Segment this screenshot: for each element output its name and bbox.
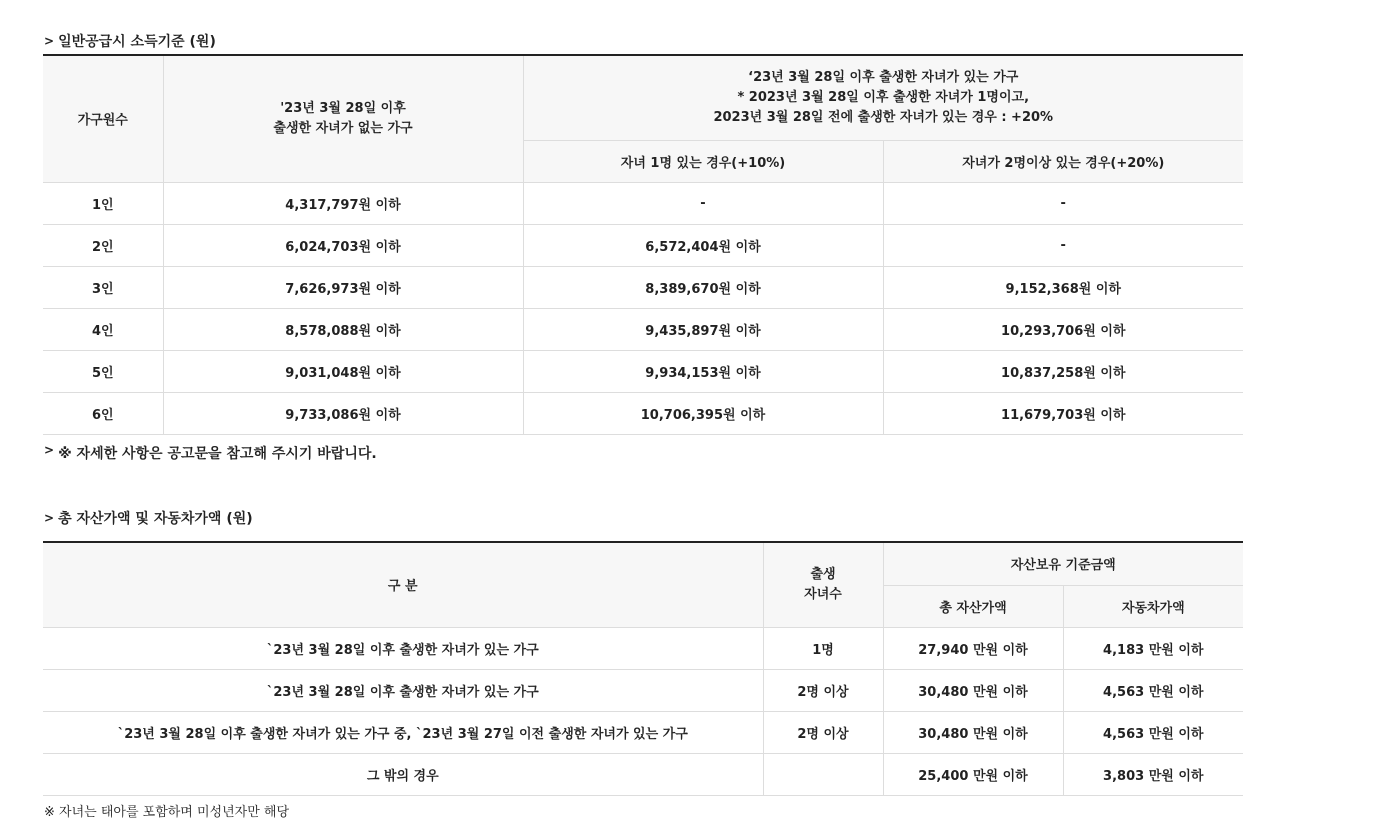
chevron-right-icon: >	[44, 511, 55, 525]
one-child-income-cell: 8,389,670원 이하	[523, 266, 883, 308]
household-size-header: 가구원수	[43, 55, 163, 182]
table-row	[43, 350, 1243, 392]
car-value-cell: 4,183 만원 이하	[1063, 627, 1243, 669]
car-value-header: 자동차가액	[1063, 585, 1243, 627]
category-header: 구 분	[43, 542, 763, 627]
assets-section-title	[44, 508, 253, 528]
two-plus-income-cell: 9,152,368원 이하	[883, 266, 1243, 308]
chevron-right-icon: >	[44, 443, 55, 457]
two-plus-header: 자녀가 2명이상 있는 경우(+20%)	[883, 140, 1243, 182]
car-value-cell: 4,563 만원 이하	[1063, 711, 1243, 753]
one-child-income-cell: -	[523, 182, 883, 224]
household-size-cell: 4인	[43, 308, 163, 350]
no-child-income-cell: 6,024,703원 이하	[163, 224, 523, 266]
table-row	[43, 627, 1243, 669]
children-count-cell: 2명 이상	[763, 669, 883, 711]
household-size-cell: 3인	[43, 266, 163, 308]
two-plus-income-cell: 10,293,706원 이하	[883, 308, 1243, 350]
table-row	[43, 392, 1243, 434]
total-assets-cell: 25,400 만원 이하	[883, 753, 1063, 795]
children-count-header: 출생 자녀수	[763, 542, 883, 627]
household-size-cell: 6인	[43, 392, 163, 434]
income-section-title	[44, 31, 216, 51]
household-size-cell: 5인	[43, 350, 163, 392]
chevron-right-icon: >	[44, 34, 55, 48]
category-cell: `23년 3월 28일 이후 출생한 자녀가 있는 가구 중, `23년 3월 27일 이전 출생한 자녀가 있는 가구	[43, 711, 763, 753]
two-plus-income-cell: 10,837,258원 이하	[883, 350, 1243, 392]
total-assets-cell: 30,480 만원 이하	[883, 711, 1063, 753]
no-child-income-cell: 8,578,088원 이하	[163, 308, 523, 350]
one-child-income-cell: 9,435,897원 이하	[523, 308, 883, 350]
total-assets-cell: 30,480 만원 이하	[883, 669, 1063, 711]
income-table	[43, 54, 1243, 435]
table-row	[43, 266, 1243, 308]
table-row	[43, 711, 1243, 753]
car-value-cell: 3,803 만원 이하	[1063, 753, 1243, 795]
table-row	[43, 669, 1243, 711]
one-child-income-cell: 6,572,404원 이하	[523, 224, 883, 266]
income-note-text: ※ 자세한 사항은 공고문을 참고해 주시기 바랍니다.	[58, 446, 377, 462]
no-child-income-cell: 9,031,048원 이하	[163, 350, 523, 392]
household-size-cell: 2인	[43, 224, 163, 266]
asset-standard-header: 자산보유 기준금액	[883, 542, 1243, 585]
table-row	[43, 224, 1243, 266]
two-plus-income-cell: -	[883, 224, 1243, 266]
children-count-cell: 2명 이상	[763, 711, 883, 753]
no-child-header: '23년 3월 28일 이후 출생한 자녀가 없는 가구	[163, 55, 523, 182]
total-assets-cell: 27,940 만원 이하	[883, 627, 1063, 669]
assets-title-text: 총 자산가액 및 자동차가액 (원)	[58, 511, 253, 527]
no-child-income-cell: 9,733,086원 이하	[163, 392, 523, 434]
table-row	[43, 308, 1243, 350]
assets-note: ※ 자녀는 태아를 포함하며 미성년자만 해당	[44, 805, 290, 820]
with-child-header: ‘23년 3월 28일 이후 출생한 자녀가 있는 가구 * 2023년 3월 28일 이후 출생한 자녀가 1명이고, 2023년 3월 28일 전에 출생한 자녀가 있는 경우 : +20%	[523, 55, 1243, 140]
category-cell: `23년 3월 28일 이후 출생한 자녀가 있는 가구	[43, 627, 763, 669]
two-plus-income-cell: 11,679,703원 이하	[883, 392, 1243, 434]
two-plus-income-cell: -	[883, 182, 1243, 224]
income-note	[44, 443, 377, 463]
total-assets-header: 총 자산가액	[883, 585, 1063, 627]
one-child-income-cell: 10,706,395원 이하	[523, 392, 883, 434]
household-size-cell: 1인	[43, 182, 163, 224]
no-child-income-cell: 4,317,797원 이하	[163, 182, 523, 224]
no-child-income-cell: 7,626,973원 이하	[163, 266, 523, 308]
category-cell: `23년 3월 28일 이후 출생한 자녀가 있는 가구	[43, 669, 763, 711]
one-child-header: 자녀 1명 있는 경우(+10%)	[523, 140, 883, 182]
category-cell: 그 밖의 경우	[43, 753, 763, 795]
table-row	[43, 182, 1243, 224]
table-row	[43, 753, 1243, 795]
children-count-cell: 1명	[763, 627, 883, 669]
children-count-cell	[763, 753, 883, 795]
car-value-cell: 4,563 만원 이하	[1063, 669, 1243, 711]
one-child-income-cell: 9,934,153원 이하	[523, 350, 883, 392]
income-title-text: 일반공급시 소득기준 (원)	[58, 34, 216, 50]
assets-table	[43, 541, 1243, 796]
